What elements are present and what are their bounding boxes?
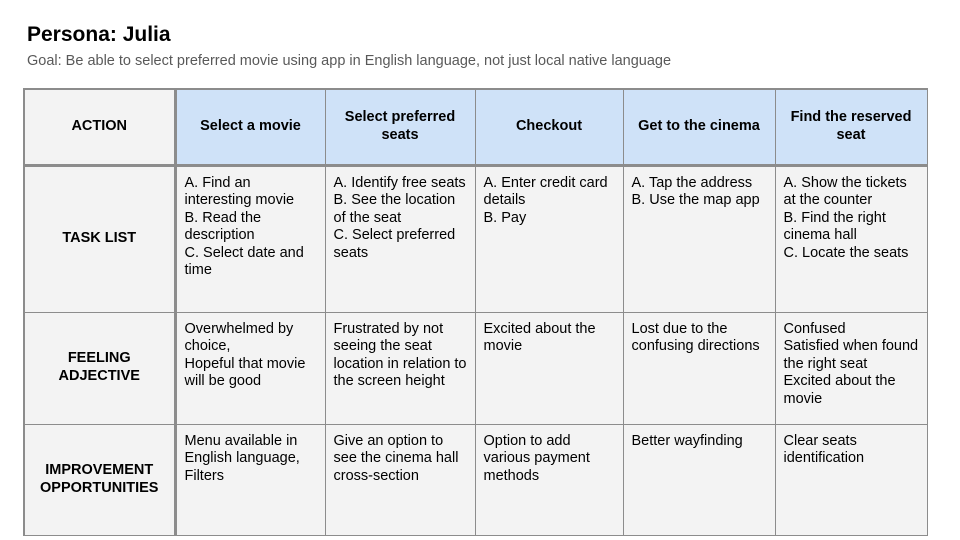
table-cell: A. Find an interesting movie B. Read the description C. Select date and time [175, 165, 325, 312]
table-cell: A. Identify free seats B. See the location of the seat C. Select preferred seats [325, 165, 475, 312]
journey-map-table [23, 88, 928, 536]
stage-header: Get to the cinema [623, 89, 775, 165]
page-title: Persona: Julia [27, 23, 171, 46]
task-list-row [24, 165, 927, 312]
improvement-opportunities-row [24, 424, 927, 535]
table-cell: Overwhelmed by choice, Hopeful that movie will be good [175, 312, 325, 424]
persona-goal: Goal: Be able to select preferred movie using app in English language, not just local native language [27, 53, 672, 69]
feeling-adjective-row [24, 312, 927, 424]
stage-header-row [24, 89, 927, 165]
table-cell: Menu available in English language, Filters [175, 424, 325, 535]
row-header-feeling-adjective: FEELING ADJECTIVE [24, 312, 175, 424]
table-cell: A. Tap the address B. Use the map app [623, 165, 775, 312]
stage-header: Select a movie [175, 89, 325, 165]
row-header-improvement-opportunities: IMPROVEMENT OPPORTUNITIES [24, 424, 175, 535]
table-cell: Give an option to see the cinema hall cross-section [325, 424, 475, 535]
corner-header-action: ACTION [24, 89, 175, 165]
table-cell: Frustrated by not seeing the seat location in relation to the screen height [325, 312, 475, 424]
table-cell: Option to add various payment methods [475, 424, 623, 535]
table-cell: A. Show the tickets at the counter B. Find the right cinema hall C. Locate the seats [775, 165, 927, 312]
table-cell: Lost due to the confusing directions [623, 312, 775, 424]
table-cell: Better wayfinding [623, 424, 775, 535]
stage-header: Select preferred seats [325, 89, 475, 165]
stage-header: Checkout [475, 89, 623, 165]
row-header-task-list: TASK LIST [24, 165, 175, 312]
table-cell: A. Enter credit card details B. Pay [475, 165, 623, 312]
table-cell: Clear seats identification [775, 424, 927, 535]
stage-header: Find the reserved seat [775, 89, 927, 165]
table-cell: Excited about the movie [475, 312, 623, 424]
table-cell: Confused Satisfied when found the right seat Excited about the movie [775, 312, 927, 424]
